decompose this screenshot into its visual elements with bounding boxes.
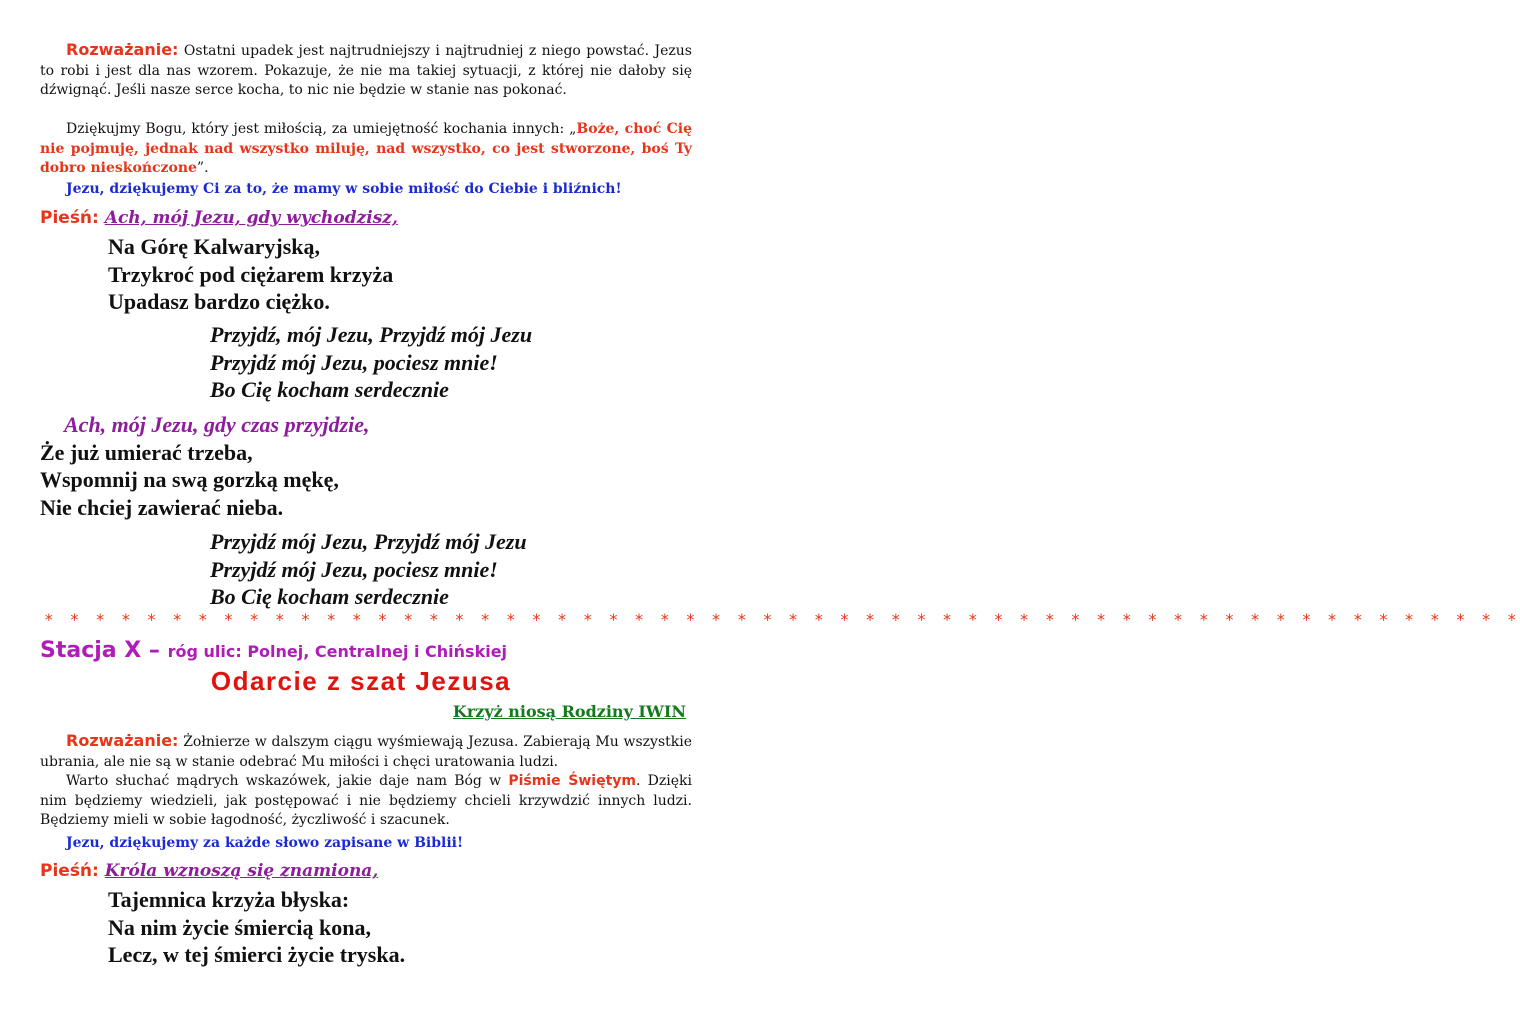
quote-end: ”. — [196, 160, 209, 176]
verse-line: Że już umierać trzeba, — [40, 439, 253, 465]
star-separator: * * * * * * * * * * * * * * * * * * * * * * * * * * * * * * * * * * * * * * * * * * * * * * * * * * * * * * * * * * — [44, 610, 1520, 629]
verse-line: Tajemnica krzyża błyska: — [108, 887, 350, 912]
verse-first-line: Ach, mój Jezu, gdy czas przyjdzie, — [64, 412, 370, 437]
reflection-paragraph-1 — [40, 40, 692, 101]
reflection-label: Rozważanie: — [66, 731, 179, 750]
verse-line: Wspomnij na swą gorzką mękę, — [40, 467, 339, 492]
prayer-line: Jezu, dziękujemy Ci za to, że mamy w sobie miłość do Ciebie i bliźnich! — [66, 181, 622, 197]
scripture-text-end: . Dzięki nim będziemy wiedzieli, jak postępować i nie będziemy chcieli krzywdzić innych ludzi. Będziemy mieli w sobie łagodność, życzliwość i szacunek. — [40, 773, 692, 828]
reflection-paragraph-2 — [40, 120, 692, 179]
song-refrain-2 — [210, 528, 527, 611]
reflection-text: Żołnierze w dalszym ciągu wyśmiewają Jezusa. Zabierają Mu wszystkie ubrania, ale nie są w stanie odebrać Mu miłości i chęci uratowania ludzi. — [40, 734, 692, 770]
refrain-line: Przyjdź mój Jezu, Przyjdź mój Jezu — [210, 529, 527, 554]
station-number: Stacja X – — [40, 638, 160, 663]
thanks-text: Dziękujmy Bogu, który jest miłością, za umiejętność kochania innych: „ — [66, 121, 577, 137]
song-title: Króla wznoszą się znamiona, — [104, 861, 379, 881]
station-title: Odarcie z szat Jezusa — [210, 666, 512, 696]
reflection-label: Rozważanie: — [66, 40, 179, 59]
reflection-paragraph-3 — [40, 731, 692, 772]
refrain-line: Przyjdź mój Jezu, pociesz mnie! — [210, 556, 498, 582]
song-verse-3 — [108, 886, 405, 969]
scripture-text: Warto słuchać mądrych wskazówek, jakie daje nam Bóg w — [66, 773, 509, 789]
station-heading — [40, 638, 507, 663]
song-label: Pieśń: — [40, 208, 99, 228]
song-heading-2 — [40, 861, 378, 881]
verse-line: Trzykroć pod ciężarem krzyża — [108, 261, 394, 287]
song-refrain-1 — [210, 321, 532, 404]
song-title: Ach, mój Jezu, gdy wychodzisz, — [104, 208, 398, 228]
quote-text: Boże, choć Cię nie pojmuję, jednak nad wszystko miluję, nad wszystko, co jest stworzone, boś Ty dobro nieskończone — [40, 121, 692, 176]
refrain-line: Przyjdź, mój Jezu, Przyjdź mój Jezu — [210, 322, 533, 347]
song-label: Pieśń: — [40, 861, 99, 881]
verse-line: Nie chciej zawierać nieba. — [40, 494, 284, 520]
song-verse-1 — [108, 233, 393, 316]
refrain-line: Przyjdź mój Jezu, pociesz mnie! — [210, 349, 498, 375]
refrain-line: Bo Cię kocham serdecznie — [210, 377, 449, 402]
song-verse-2 — [40, 411, 370, 521]
verse-line: Na Górę Kalwaryjską, — [108, 234, 321, 259]
song-heading — [40, 208, 398, 228]
scripture-highlight: Piśmie Świętym — [508, 773, 636, 789]
reflection-paragraph-4 — [40, 772, 692, 831]
verse-line: Lecz, w tej śmierci życie tryska. — [108, 942, 406, 967]
verse-line: Upadasz bardzo ciężko. — [108, 289, 330, 314]
prayer-line-2: Jezu, dziękujemy za każde słowo zapisane w Biblii! — [66, 835, 464, 851]
cross-carriers: Krzyż niosą Rodziny IWIN — [452, 702, 686, 721]
station-place: róg ulic: Polnej, Centralnej i Chińskiej — [167, 642, 508, 661]
reflection-text: Ostatni upadek jest najtrudniejszy i najtrudniej z niego powstać. Jezus to robi i jest dla nas wzorem. Pokazuje, że nie ma takiej sytuacji, z której nie dałoby się dźwignąć. Jeśli nasze serce kocha, to nic nie będzie w stanie nas pokonać. — [40, 43, 692, 98]
verse-line: Na nim życie śmiercią kona, — [108, 914, 371, 940]
refrain-line: Bo Cię kocham serdecznie — [210, 584, 449, 609]
